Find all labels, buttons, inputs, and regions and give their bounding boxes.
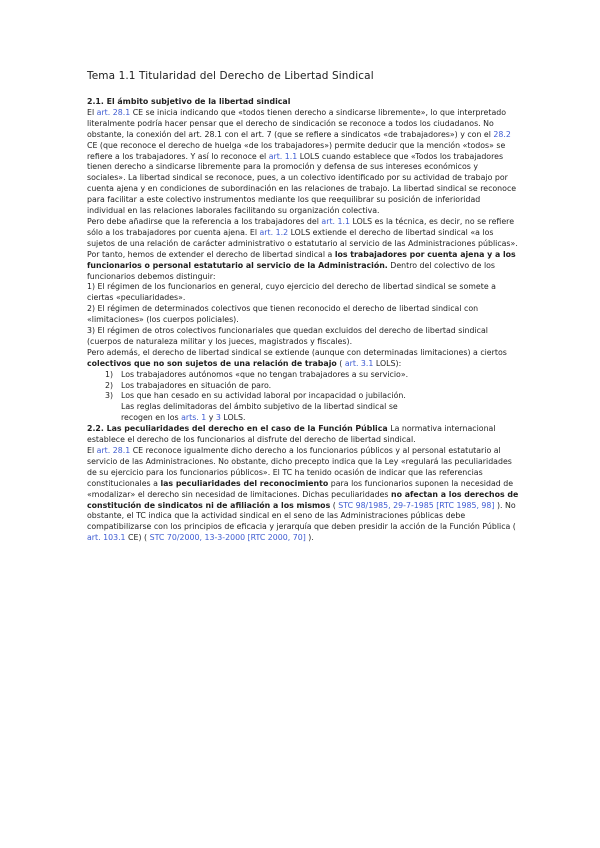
regime-item-3: 3) El régimen de otros colectivos funcionariales que quedan excluidos del derecho de libertad sindical (cuerpos de naturaleza militar y los jueces, magistrados y fiscales). <box>87 326 488 346</box>
link-art-28-1[interactable]: art. 28.1 <box>96 446 131 455</box>
regime-item-1: 1) El régimen de los funcionarios en general, cuyo ejercicio del derecho de libertad sindical se somete a ciertas «peculiaridades». <box>87 282 496 303</box>
text: LOLS cuando establece que «Todos los trabajadores tienen derecho a sindicarse libremente para la promoción y defensa de sus intereses económicos y sociales». La libertad sindical se reconoce, pues, a un colectivo identificado por su actividad de trabajo por cuenta ajena y en condiciones de subordinación en las relaciones de trabajo. La libertad sindical se reconoce para facilitar a este colectivo instrumentos mediante los que reequilibrar su posición de inferioridad individual en las relaciones laborales facilitando su organización colectiva. <box>87 151 517 216</box>
link-arts-1[interactable]: arts. 1 <box>181 413 207 423</box>
text: LOLS): <box>373 358 402 368</box>
text: CE (que reconoce el derecho de huelga «de los trabajadores») permite deducir que la mención «todos» se refiere a los trabajadores. Y así lo reconoce el <box>87 140 506 161</box>
text: El <box>87 107 97 117</box>
list-number: 2) <box>105 380 114 390</box>
text: CE se inicia indicando que «todos tienen derecho a sindicarse libremente», lo que interpretado literalmente podría hacer pensar que el derecho de sindicación se reconoce a todos los ciudadanos. No obstante, la conexión del art. 28.1 con el art. 7 (que se refiere a sindicatos «de trabajadores») y con el <box>87 107 507 139</box>
text: Dentro del colectivo de los funcionarios debemos distinguir: <box>87 260 496 281</box>
text: Pero además, el derecho de libertad sindical se extiende (aunque con determinadas limitaciones) a ciertos <box>87 347 507 357</box>
link-art-3[interactable]: 3 <box>215 413 221 423</box>
link-art-103-1[interactable]: art. 103.1 <box>87 533 126 543</box>
bold-text: no afectan a los derechos de constitución de sindicatos ni de afiliación a los mismos <box>87 489 519 510</box>
text: LOLS. <box>220 413 246 423</box>
text: LOLS es la técnica, es decir, no se refiere sólo a los trabajadores por cuenta ajena. El <box>87 216 515 237</box>
document-body <box>87 97 519 544</box>
paragraph-2-1-extension <box>87 217 519 282</box>
text: ). No obstante, el TC indica que la actividad sindical en el seno de las Administraciones públicas debe compatibilizarse con los principios de eficacia y jerarquía que deben presidir la acción de la Función Pública ( <box>87 500 516 532</box>
bold-text: las peculiaridades del reconocimiento <box>160 478 329 488</box>
list-item-text: Los trabajadores autónomos «que no tengan trabajadores a su servicio». <box>121 369 409 379</box>
list-item <box>87 391 519 424</box>
section-heading-2-2 <box>87 424 519 446</box>
heading-text: 2.2. Las peculiaridades del derecho en el caso de la Función Pública <box>87 424 388 434</box>
link-art-28-1[interactable]: art. 28.1 <box>96 107 131 117</box>
text: ). <box>305 533 314 543</box>
bold-text: colectivos que no son sujetos de una relación de trabajo <box>87 358 337 368</box>
text: ( <box>336 358 345 368</box>
numbered-list <box>87 370 519 425</box>
text: LOLS extiende el derecho de libertad sindical «a los sujetos de una relación de carácter administrativo o estatutario al servicio de las Administraciones públicas». Por tanto, hemos de extender el derecho de libertad sindical a <box>87 227 518 259</box>
link-art-3-1[interactable]: art. 3.1 <box>344 358 374 368</box>
link-art-1-1[interactable]: art. 1.1 <box>321 216 350 226</box>
text: El <box>87 446 97 455</box>
link-art-1-1[interactable]: art. 1.1 <box>268 151 298 161</box>
list-item-text <box>121 391 421 424</box>
link-stc-98-1985[interactable]: STC 98/1985, 29-7-1985 [RTC 1985, 98] <box>338 500 495 510</box>
text: CE) ( <box>125 533 150 543</box>
text: y <box>206 413 216 423</box>
list-item <box>87 381 519 392</box>
bold-text: los trabajadores por cuenta ajena y a los funcionarios o personal estatutario al servicio de la Administración. <box>87 249 516 270</box>
link-stc-70-2000[interactable]: STC 70/2000, 13-3-2000 [RTC 2000, 70] <box>149 533 306 543</box>
list-item <box>87 370 519 381</box>
paragraph-2-1-other-collectives <box>87 348 519 370</box>
regime-item-2: 2) El régimen de determinados colectivos que tienen reconocido el derecho de libertad sindical con «limitaciones» (los cuerpos policiales). <box>87 304 479 325</box>
paragraph-2-2-body <box>87 446 519 544</box>
list-number: 1) <box>105 369 114 379</box>
section-heading-2-1: 2.1. El ámbito subjetivo de la libertad sindical <box>87 97 291 106</box>
text: Pero debe añadirse que la referencia a los trabajadores del <box>87 216 322 226</box>
text: CE reconoce igualmente dicho derecho a los funcionarios públicos y al personal estatutario al servicio de las Administraciones. No obstante, dicho precepto indica que la Ley «regulará las peculiaridades de su ejercicio para los funcionarios públicos». El TC ha tenido ocasión de indicar que las referencias constitucionales a <box>87 446 512 488</box>
text: ( <box>330 500 339 510</box>
text: para los funcionarios suponen la necesidad de «modalizar» el derecho sin necesidad de limitaciones. Dichas peculiaridades <box>87 478 514 499</box>
link-art-1-2[interactable]: art. 1.2 <box>259 227 289 237</box>
link-art-28-2[interactable]: 28.2 <box>493 129 511 139</box>
list-number: 3) <box>105 391 114 401</box>
text: Los que han cesado en su actividad laboral por incapacidad o jubilación. Las reglas delimitadoras del ámbito subjetivo de la libertad sindical se recogen en los <box>121 391 406 423</box>
list-item-text: Los trabajadores en situación de paro. <box>121 380 272 390</box>
paragraph-2-1-intro <box>87 108 519 217</box>
text: La normativa internacional establece el derecho de los funcionarios al disfrute del derecho de libertad sindical. <box>87 424 496 445</box>
page-title: Tema 1.1 Titularidad del Derecho de Libertad Sindical <box>87 70 374 82</box>
